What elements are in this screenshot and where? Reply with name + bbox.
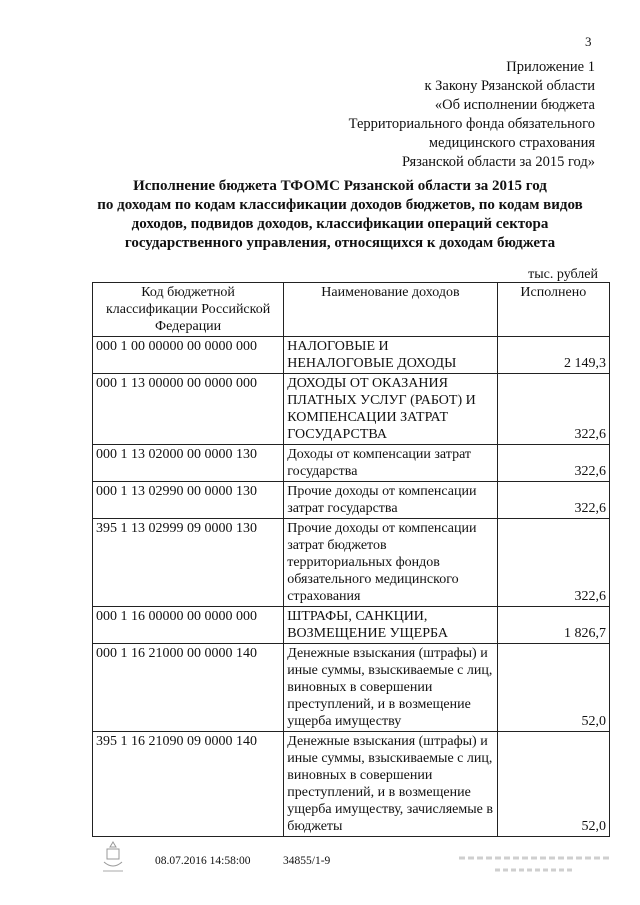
cell-name: Денежные взыскания (штрафы) и иные суммы, взыскиваемые с лиц, виновных в совершении преступлений, и в возмещение ущерба имуществу, зачисляемые в бюджеты [284,732,497,837]
cell-value: 322,6 [497,374,609,445]
appendix-line: Территориального фонда обязательного [348,116,595,132]
unit-label: тыс. рублей [528,267,598,282]
table-row [93,374,610,445]
appendix-line: медицинского страхования [428,135,595,151]
table-row [93,337,610,374]
cell-value: 2 149,3 [497,337,609,374]
cell-code: 395 1 16 21090 09 0000 140 [93,732,284,837]
title-line: доходов, подвидов доходов, классификации операций сектора [131,216,549,232]
table-row [93,644,610,732]
cell-code: 000 1 16 21000 00 0000 140 [93,644,284,732]
appendix-block [295,58,595,172]
table-row [93,482,610,519]
cell-name: Прочие доходы от компенсации затрат бюджетов территориальных фондов обязательного медицинского страхования [284,519,497,607]
cell-name: Денежные взыскания (штрафы) и иные суммы, взыскиваемые с лиц, виновных в совершении преступлений, и в возмещение ущерба имуществу [284,644,497,732]
title-line: по доходам по кодам классификации доходов бюджетов, по кодам видов [97,197,583,213]
cell-code: 000 1 16 00000 00 0000 000 [93,607,284,644]
table-header-row [93,283,610,337]
cell-value: 52,0 [497,732,609,837]
budget-table [92,282,610,837]
header-code: Код бюджетной классификации Российской Федерации [93,283,284,337]
table-row [93,732,610,837]
appendix-line: к Закону Рязанской области [424,78,595,94]
cell-name: ШТРАФЫ, САНКЦИИ, ВОЗМЕЩЕНИЕ УЩЕРБА [284,607,497,644]
cell-value: 52,0 [497,644,609,732]
stamp-icon [100,840,126,874]
appendix-line: Рязанской области за 2015 год» [401,154,595,170]
footer-doc-number: 34855/1-9 [283,855,331,867]
cell-value: 1 826,7 [497,607,609,644]
faint-stamp-text [455,851,615,881]
cell-code: 000 1 13 00000 00 0000 000 [93,374,284,445]
title-line: Исполнение бюджета ТФОМС Рязанской области за 2015 год [133,178,547,194]
footer-date: 08.07.2016 14:58:00 [155,855,251,867]
cell-name: Прочие доходы от компенсации затрат государства [284,482,497,519]
cell-name: ДОХОДЫ ОТ ОКАЗАНИЯ ПЛАТНЫХ УСЛУГ (РАБОТ) И КОМПЕНСАЦИИ ЗАТРАТ ГОСУДАРСТВА [284,374,497,445]
header-name: Наименование доходов [284,283,497,337]
table-row [93,519,610,607]
table-row [93,607,610,644]
cell-value: 322,6 [497,445,609,482]
cell-name: НАЛОГОВЫЕ И НЕНАЛОГОВЫЕ ДОХОДЫ [284,337,497,374]
cell-code: 000 1 13 02000 00 0000 130 [93,445,284,482]
cell-code: 000 1 13 02990 00 0000 130 [93,482,284,519]
appendix-line: «Об исполнении бюджета [434,97,595,113]
table-row [93,445,610,482]
cell-value: 322,6 [497,482,609,519]
page-number: 3 [585,34,592,49]
document-title [70,177,610,253]
cell-name: Доходы от компенсации затрат государства [284,445,497,482]
appendix-line: Приложение 1 [506,59,595,75]
header-value: Исполнено [497,283,609,337]
title-line: государственного управления, относящихся к доходам бюджета [124,235,556,251]
cell-code: 000 1 00 00000 00 0000 000 [93,337,284,374]
cell-code: 395 1 13 02999 09 0000 130 [93,519,284,607]
cell-value: 322,6 [497,519,609,607]
